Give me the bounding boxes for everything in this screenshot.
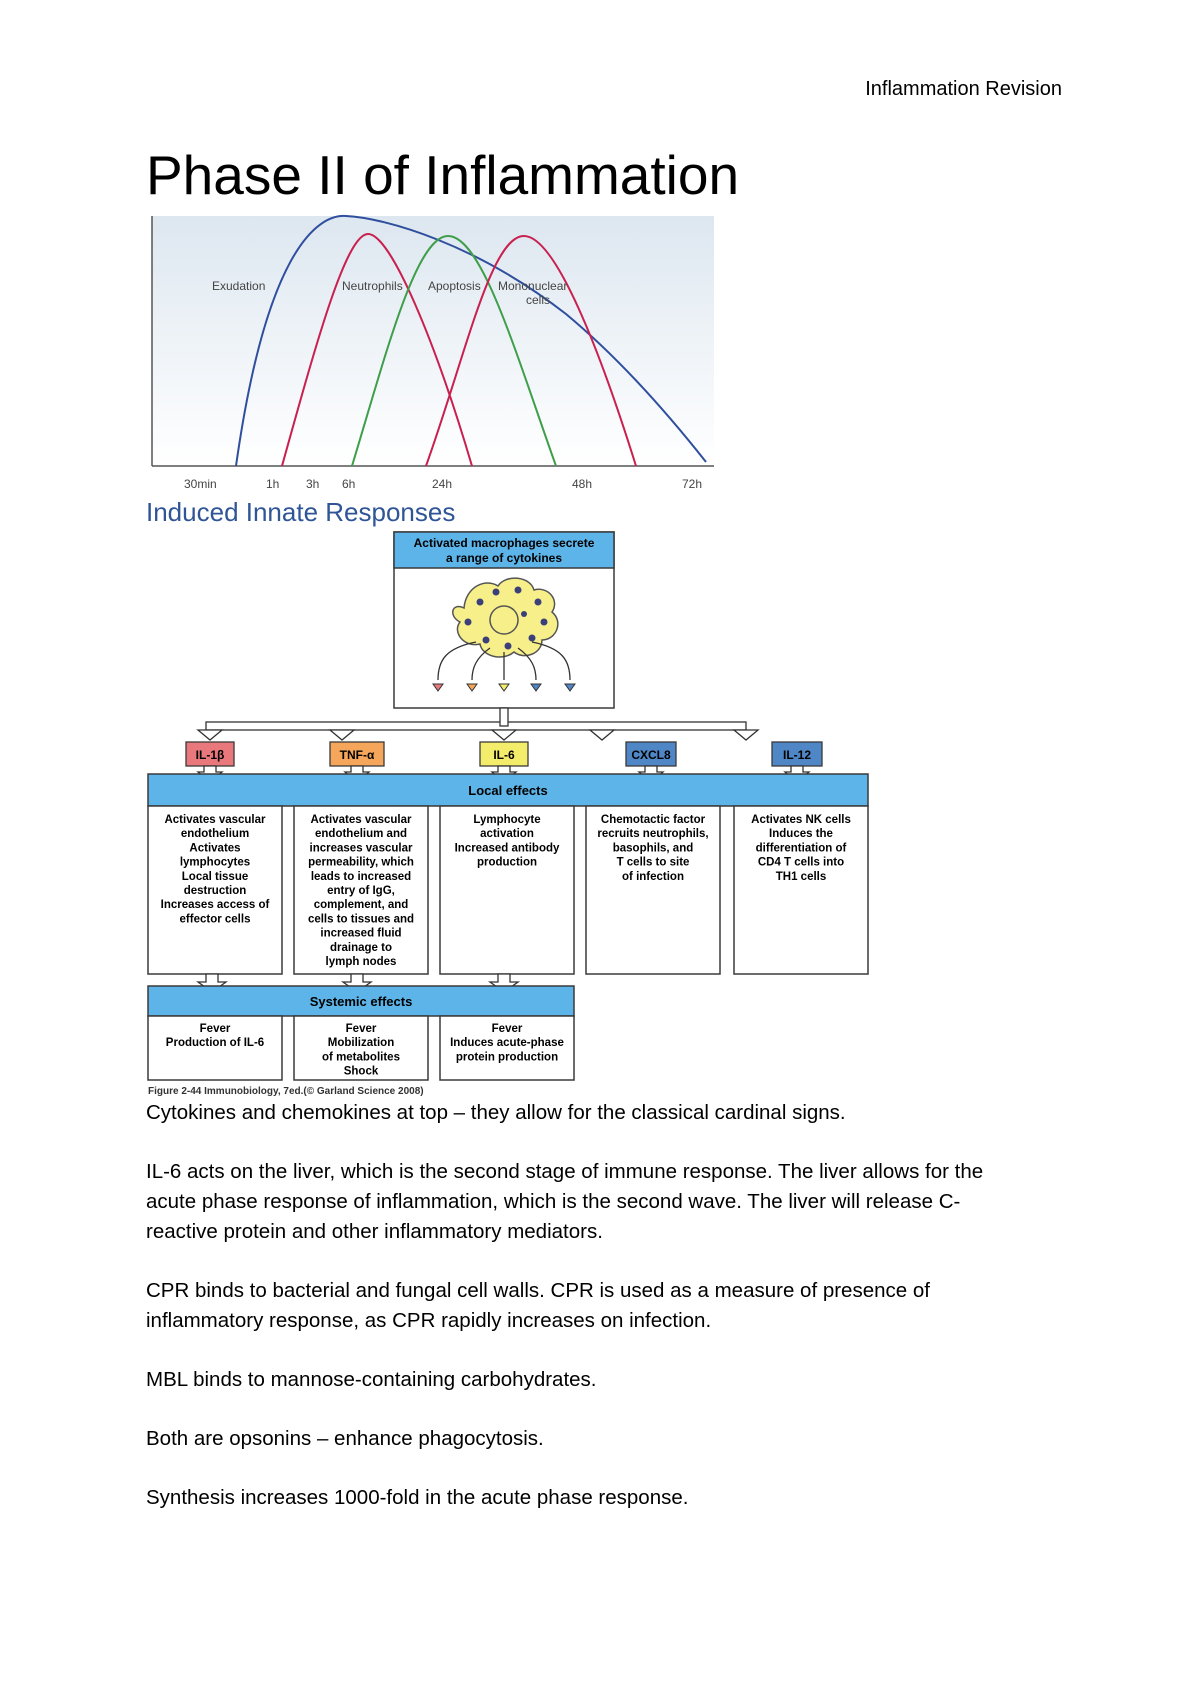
local-effect-line: permeability, which <box>308 856 414 869</box>
local-effect-line: endothelium and <box>315 828 407 841</box>
local-effect-line: recruits neutrophils, <box>597 828 709 841</box>
local-effect-line: basophils, and <box>612 842 694 855</box>
local-effect-line: entry of IgG, <box>327 885 395 897</box>
local-effect-line: Local tissue <box>181 870 249 883</box>
local-effect-line: endothelium <box>180 828 250 841</box>
local-effect-line: production <box>476 856 538 869</box>
label-neutrophils: Neutrophils <box>342 279 403 293</box>
local-effect-line: increases vascular <box>309 842 413 855</box>
chart-background <box>152 216 714 466</box>
time-label: 3h <box>306 477 320 491</box>
paragraph-cytokines: Cytokines and chemokines at top – they allow for the classical cardinal signs. <box>146 1101 846 1124</box>
label-exudation: Exudation <box>212 279 266 293</box>
local-effect-line: activation <box>480 828 534 841</box>
local-effect-line: T cells to site <box>616 856 690 869</box>
local-effect-line: Activates NK cells <box>751 814 851 826</box>
page-header-right: Inflammation Revision <box>865 78 1062 100</box>
local-effect-line: drainage to <box>330 941 392 954</box>
local-effect-line: destruction <box>183 885 247 897</box>
label-apoptosis: Apoptosis <box>428 279 481 293</box>
inflammation-phase-chart <box>146 214 722 494</box>
time-label: 1h <box>266 477 280 491</box>
time-label: 24h <box>432 477 453 491</box>
section-heading: Induced Innate Responses <box>146 497 456 527</box>
cytokine-labels <box>186 742 822 766</box>
local-effect-line: Increases access of <box>160 899 270 912</box>
paragraph-il6-line1: IL-6 acts on the liver, which is the second stage of immune response. The liver allows for the <box>146 1160 984 1183</box>
systemic-effect-line: protein production <box>455 1051 559 1064</box>
systemic-effect-line: Production of IL-6 <box>165 1037 265 1050</box>
macrophage-box-title-2: a range of cytokines <box>445 551 563 565</box>
time-label: 72h <box>682 477 703 491</box>
cytokine-diagram <box>146 530 876 1097</box>
paragraph-mbl: MBL binds to mannose-containing carbohydrates. <box>146 1368 597 1391</box>
systemic-effect-line: Shock <box>343 1065 379 1078</box>
label-mononuclear-cells: cells <box>526 293 551 307</box>
systemic-effect-line: Induces acute-phase <box>450 1037 564 1050</box>
time-label: 48h <box>572 477 593 491</box>
cytokine-label-tnfa: TNF-α <box>339 748 375 762</box>
local-effect-line: Activates vascular <box>310 814 412 826</box>
systemic-effect-line: Mobilization <box>327 1037 395 1050</box>
local-effect-line: Chemotactic factor <box>600 814 706 826</box>
systemic-effects-title: Systemic effects <box>309 994 413 1009</box>
systemic-effect-line: Fever <box>491 1023 523 1035</box>
local-effect-line: TH1 cells <box>775 870 827 883</box>
local-effect-line: lymph nodes <box>325 956 397 968</box>
figure-caption: Figure 2-44 Immunobiology, 7ed.(© Garland Science 2008) <box>148 1086 424 1097</box>
local-effect-line: Lymphocyte <box>473 814 541 826</box>
local-effect-line: CD4 T cells into <box>757 856 845 869</box>
macrophage-box-title-1: Activated macrophages secrete <box>413 536 595 550</box>
paragraph-cpr-line1: CPR binds to bacterial and fungal cell walls. CPR is used as a measure of presence of <box>146 1279 930 1302</box>
time-label: 6h <box>342 477 356 491</box>
systemic-effect-line: Fever <box>199 1023 231 1035</box>
local-effect-line: effector cells <box>179 913 251 926</box>
time-label: 30min <box>184 477 217 491</box>
local-effect-line: Activates vascular <box>164 814 266 826</box>
local-effect-line: leads to increased <box>310 870 412 883</box>
local-effect-line: cells to tissues and <box>307 913 415 926</box>
cytokine-label-il12: IL-12 <box>782 748 812 762</box>
local-effect-line: complement, and <box>313 899 409 912</box>
cytokine-label-il1b: IL-1β <box>195 748 225 762</box>
local-effect-line: lymphocytes <box>179 856 251 869</box>
local-effect-line: Increased antibody <box>454 842 560 855</box>
paragraph-opsonins: Both are opsonins – enhance phagocytosis. <box>146 1427 544 1450</box>
document-title: Phase II of Inflammation <box>146 144 740 206</box>
local-effect-line: differentiation of <box>755 842 847 855</box>
cytokine-label-cxcl8: CXCL8 <box>631 748 671 762</box>
systemic-effect-line: Fever <box>345 1023 377 1035</box>
local-effect-line: of infection <box>622 870 684 883</box>
local-effects-title: Local effects <box>468 783 548 798</box>
paragraph-cpr-line2: inflammatory response, as CPR rapidly increases on infection. <box>146 1309 712 1332</box>
cytokine-label-il6: IL-6 <box>493 748 515 762</box>
local-effect-line: increased fluid <box>320 927 402 940</box>
paragraph-il6-line2: acute phase response of inflammation, which is the second wave. The liver will release C- <box>146 1190 961 1213</box>
paragraph-synthesis: Synthesis increases 1000-fold in the acute phase response. <box>146 1486 689 1509</box>
systemic-effect-line: of metabolites <box>322 1051 400 1064</box>
local-effect-line: Activates <box>189 842 241 855</box>
local-effect-line: Induces the <box>769 828 833 841</box>
label-mononuclear: Mononuclear <box>498 279 568 293</box>
paragraph-il6-line3: reactive protein and other inflammatory mediators. <box>146 1220 603 1243</box>
distribution-arrows <box>198 708 758 740</box>
